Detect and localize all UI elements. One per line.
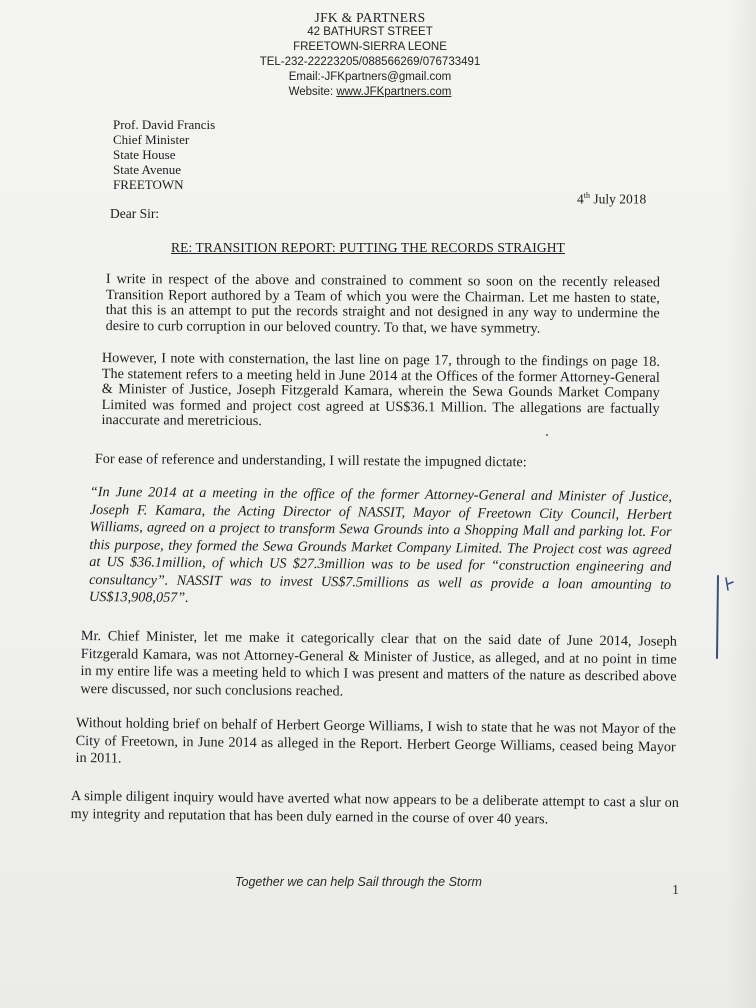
subject-line: RE: TRANSITION REPORT: PUTTING THE RECORDS STRAIGHT	[171, 240, 565, 255]
pen-tick-mark	[726, 578, 733, 590]
pen-vertical-stroke	[717, 576, 718, 658]
firm-telephone: TEL-232-22223205/088566269/076733491	[259, 56, 481, 68]
paragraph-2: However, I note with consternation, the last line on page 17, through to the findings on page 18. The statement refers to a meeting held in June 2014 at the Offices of the former Attorney-General & Minister of Justice, Joseph Fitzgerald Kamara, wherein the Sewa Gounds Market Company Limited was formed and project cost agreed at US$36.1 Million. The allegations are factually inaccurate and meretricious.	[101, 350, 660, 430]
page-number: 1	[672, 883, 679, 898]
recipient-city: FREETOWN	[113, 177, 184, 192]
firm-name: JFK & PARTNERS	[314, 10, 426, 25]
firm-city: FREETOWN-SIERRA LEONE	[293, 41, 447, 53]
website-link[interactable]: www.JFKpartners.com	[336, 86, 452, 98]
recipient-title: Chief Minister	[113, 132, 190, 147]
letter-date	[577, 191, 646, 208]
recipient-address	[113, 117, 215, 192]
paragraph-7: A simple diligent inquiry would have averted what now appears to be a deliberate attempt to cast a slur on my integrity and reputation that has been duly earned in the course of over 40 years.	[70, 788, 679, 827]
recipient-name: Prof. David Francis	[113, 117, 216, 132]
recipient-address-line1: State House	[113, 147, 176, 162]
date-month-year: July 2018	[589, 191, 647, 207]
paragraph-5: Mr. Chief Minister, let me make it categorically clear that on the said date of June 2014, Joseph Fitzgerald Kamara, was not Attorney-General & Minister of Justice, as alleged, and at no point in time in my entire life was a meeting held to which I was present and matters of the nature as described above were discussed, nor such conclusions reached.	[80, 628, 677, 700]
date-suffix: th	[583, 191, 590, 200]
firm-website-line	[200, 85, 540, 100]
website-label: Website:	[288, 86, 337, 98]
letterhead	[200, 10, 540, 100]
quoted-dictate: “In June 2014 at a meeting in the office of the former Attorney-General and Minister of Justice, Joseph F. Kamara, the Acting Director of NASSIT, Mayor of Freetown City Council, Herbert Williams, agreed on a project to transform Sewa Grounds into a Shopping Mall and parking lot. For this purpose, they formed the Sewa Grounds Market Company Limited. The Project cost was agreed at US $36.1million, of which US $27.3million was to be used for “construction engineering and consultancy”. NASSIT was to invest US$7.5millions as well as provide a loan amounting to US$13,908,057”.	[88, 484, 672, 606]
paragraph-3: For ease of reference and understanding, I will restate the impugned dictate:	[94, 451, 527, 471]
recipient-address-line2: State Avenue	[113, 162, 181, 177]
paper-speck	[546, 434, 548, 436]
paragraph-6: Without holding brief on behalf of Herbert George Williams, I wish to state that he was not Mayor of the City of Freetown, in June 2014 as alleged in the Report. Herbert George Williams, ceased being Mayor in 2011.	[75, 715, 676, 767]
footer-motto: Together we can help Sail through the Storm	[235, 875, 482, 889]
firm-street: 42 BATHURST STREET	[307, 26, 433, 38]
page-shadow	[726, 0, 756, 1008]
paragraph-1: I write in respect of the above and constrained to comment so soon on the recently released Transition Report authored by a Team of which you were the Chairman. Let me hasten to state, that this is an attempt to put the records straight and not designed in any way to undermine the desire to curb corruption in our beloved country. To that, we have symmetry.	[105, 271, 660, 337]
salutation: Dear Sir:	[110, 206, 160, 221]
date-day: 4	[577, 191, 584, 207]
pen-margin-mark	[700, 570, 740, 670]
firm-email: Email:-JFKpartners@gmail.com	[288, 71, 452, 83]
